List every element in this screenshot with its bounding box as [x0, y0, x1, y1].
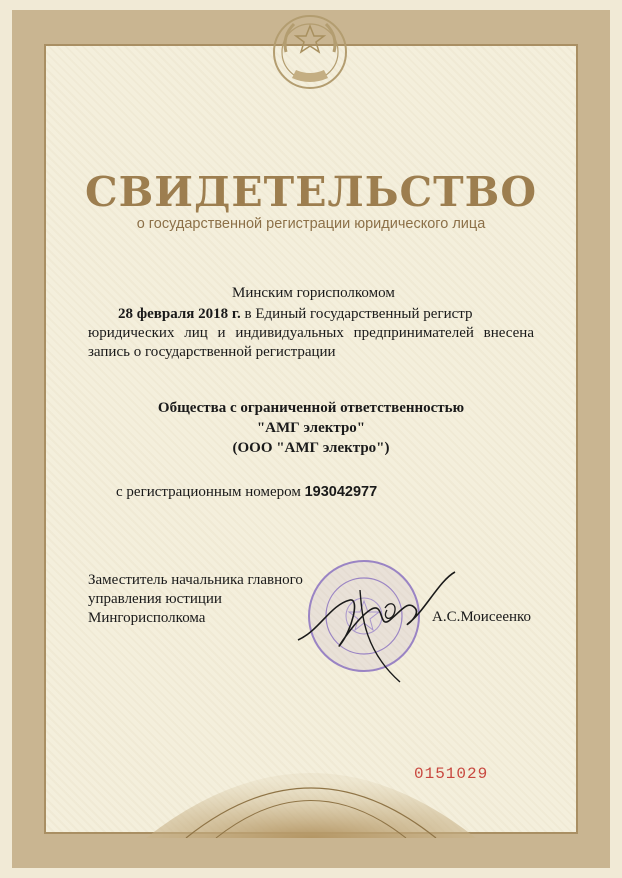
- registration-date: 28 февраля 2018 г.: [118, 306, 241, 322]
- guilloche-rosette: [146, 728, 476, 838]
- paragraph-line-3: запись о государственной регистрации: [88, 344, 336, 360]
- serial-number: 0151029: [414, 765, 489, 783]
- signatory-name: А.С.Моисеенко: [432, 609, 532, 625]
- organization-name: [0, 398, 622, 458]
- state-emblem-icon: [262, 0, 358, 96]
- document-subtitle: о государственной регистрации юридического лица: [136, 216, 486, 232]
- paragraph-line-1: [88, 305, 534, 324]
- registration-paragraph: [88, 305, 534, 362]
- registration-number: 193042977: [304, 484, 378, 500]
- paragraph-line-2: юридических лиц и индивидуальных предпринимателей внесена: [88, 325, 534, 341]
- organization-line-1: Общества с ограниченной ответственностью: [157, 400, 465, 416]
- paragraph-line-1-rest: в Единый государственный регистр: [240, 306, 473, 322]
- registration-number-row: [116, 484, 377, 501]
- position-line-1: Заместитель начальника главного: [88, 572, 303, 588]
- organization-line-3: (ООО "АМГ электро"): [232, 440, 390, 456]
- document-title: СВИДЕТЕЛЬСТВО: [84, 168, 538, 216]
- position-line-3: Мингорисполкома: [88, 610, 206, 626]
- signatory-position: [88, 571, 303, 628]
- position-line-2: управления юстиции: [88, 591, 222, 607]
- registration-number-label: с регистрационным номером: [116, 484, 301, 500]
- issuer-text: Минским горисполкомом: [232, 285, 395, 301]
- organization-line-2: "АМГ электро": [256, 420, 366, 436]
